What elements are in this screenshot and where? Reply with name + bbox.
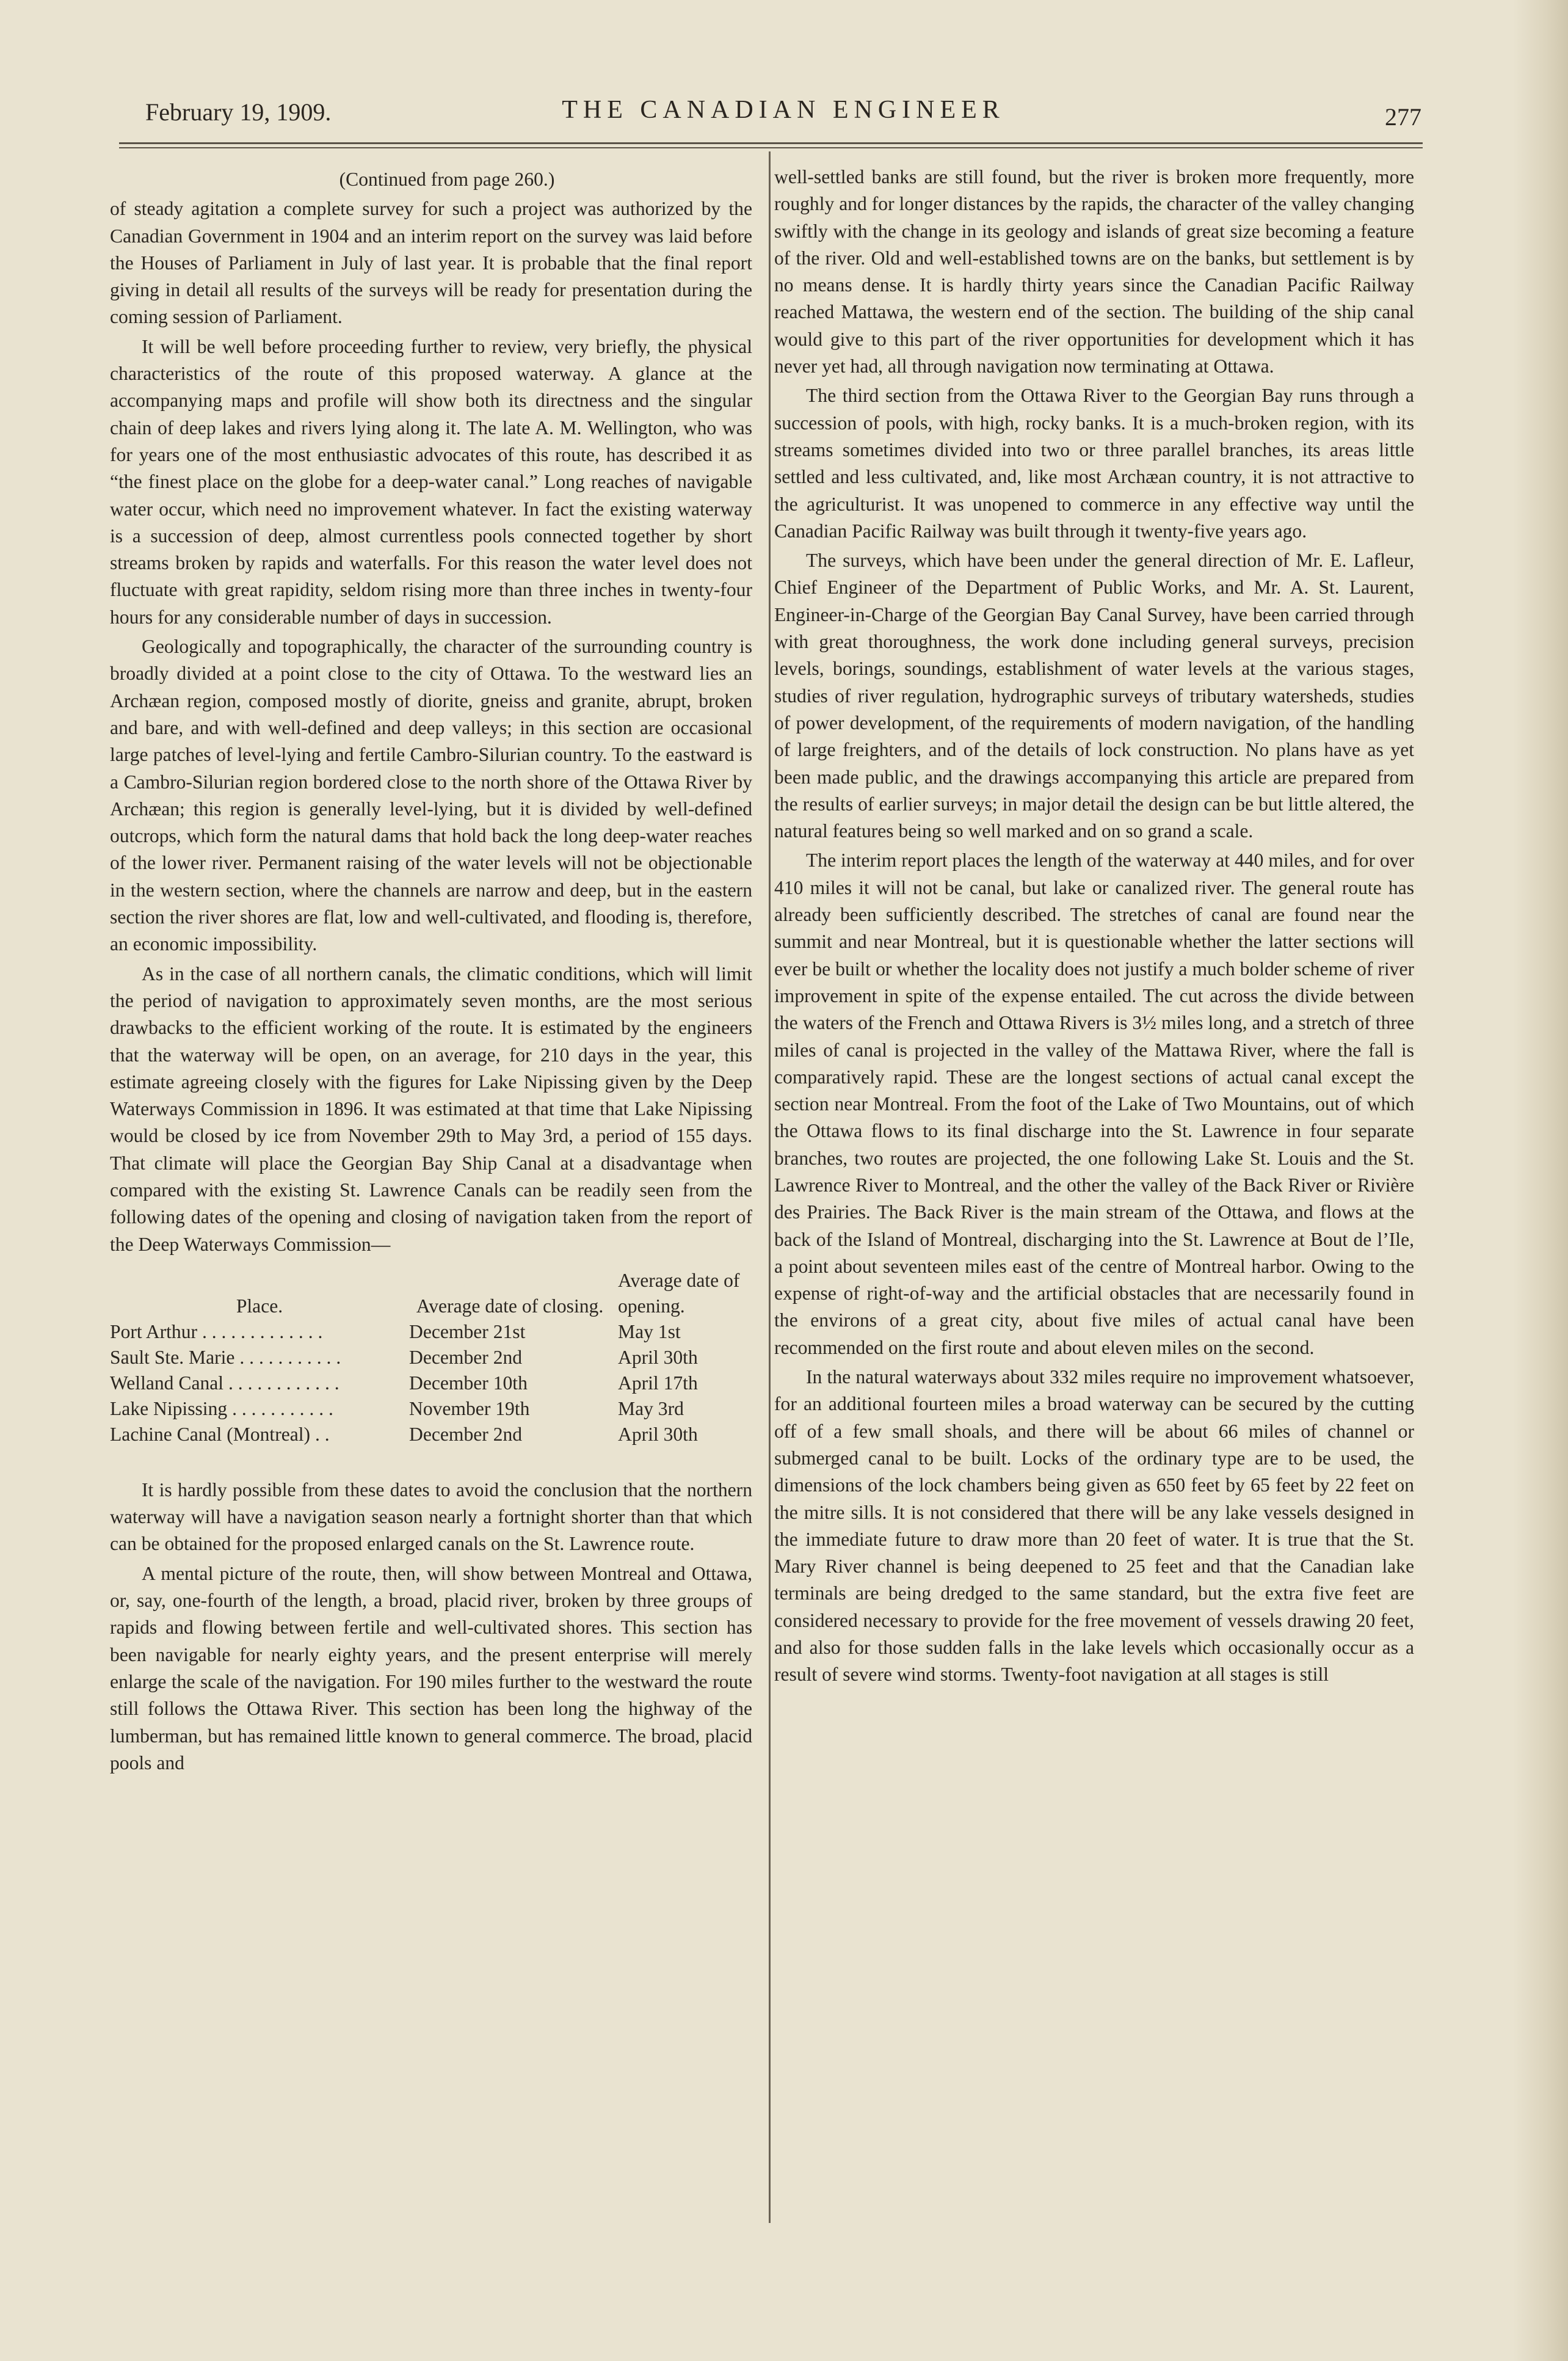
table-cell-place: Lake Nipissing . . . . . . . . . . . — [110, 1397, 333, 1419]
page-edge-shadow — [1513, 0, 1568, 2361]
paragraph: Geologically and topographically, the character of the surrounding country is broadly divided at a point close to the city of Ottawa. To the westward lies an Archæan region, composed mostly of diorite, gneiss and granite, abrupt, broken and bare, and with well-defined and deep valleys; in this section are occasional large patches of level-lying and fertile Cambro-Silurian country. To the eastward is a Cambro-Silurian region bordered close to the north shore of the Ottawa River by Archæan; this region is generally level-lying, but it is divided by well-defined outcrops, which form the natural dams that hold back the long deep-water reaches of the lower river. Permanent raising of the water levels will not be objectionable in the western section, where the channels are narrow and deep, but in the eastern section the river shores are flat, low and well-cultivated, and flooding is, therefore, an economic impossibility. — [110, 636, 752, 955]
journal-title: THE CANADIAN ENGINEER — [562, 96, 1005, 124]
table-cell-place: Sault Ste. Marie . . . . . . . . . . . — [110, 1346, 341, 1368]
header-rule-bottom — [119, 147, 1423, 148]
table-row — [110, 1319, 752, 1345]
issue-date: February 19, 1909. — [145, 98, 332, 126]
table-row — [110, 1422, 752, 1447]
table-cell-opening: April 30th — [618, 1346, 698, 1368]
table-header-closing: Average date of closing. — [416, 1295, 604, 1317]
table-cell-opening: May 3rd — [618, 1397, 684, 1419]
table-cell-opening: April 17th — [618, 1372, 698, 1394]
paragraph: In the natural waterways about 332 miles require no improvement whatsoever, for an additional fourteen miles a broad waterway can be secured by the cutting off of a few small shoals, and there will be about 66 miles of channel or submerged canal to be built. Locks of the ordinary type are to be used, the dimensions of the lock chambers being given as 650 feet by 65 feet by 22 feet on the mitre sills. It is not considered that there will be any lake vessels designed in the immediate future to draw more than 20 feet of water. It is true that the St. Mary River channel is being deepened to 25 feet and that the Canadian lake terminals are being dredged to the same standard, but the extra five feet are considered necessary to provide for the free movement of vessels drawing 20 feet, and also for those sudden falls in the lake levels which occasionally occur as a result of severe wind storms. Twenty-foot navigation at all stages is still — [774, 1366, 1414, 1686]
table-header-place: Place. — [236, 1295, 283, 1317]
table-header-row — [110, 1268, 752, 1319]
table-cell-closing: December 21st — [409, 1320, 526, 1342]
right-column — [774, 164, 1414, 1689]
table-row — [110, 1370, 752, 1396]
paragraph: The third section from the Ottawa River to the Georgian Bay runs through a succession of pools, with high, rocky banks. It is a much-broken region, with its streams sometimes divided into two or three parallel branches, its areas little settled and less cultivated, and, like most Archæan country, it is not attractive to the agriculturist. It was unopened to commerce in any effective way until the Canadian Pacific Railway was built through it twenty-five years ago. — [774, 385, 1414, 542]
paragraph: well-settled banks are still found, but the river is broken more frequently, more roughly and for longer distances by the rapids, the character of the valley changing swiftly with the change in its geology and islands of great size becoming a feature of the river. Old and well-established towns are on the banks, but settlement is by no means dense. It is hardly thirty years since the Canadian Pacific Railway reached Mattawa, the western end of the section. The building of the ship canal would give to this part of the river opportunities for development which it has never yet had, all through navigation now terminating at Ottawa. — [774, 166, 1414, 377]
paragraph: of steady agitation a complete survey for such a project was authorized by the Canadian Government in 1904 and an interim report on the survey was laid before the Houses of Parliament in July of last year. It is probable that the final report giving in detail all results of the surveys will be ready for presentation during the coming session of Parliament. — [110, 198, 752, 328]
page-number: 277 — [1385, 103, 1421, 131]
table-cell-opening: April 30th — [618, 1423, 698, 1445]
paragraph: The interim report places the length of the waterway at 440 miles, and for over 410 miles it will not be canal, but lake or canalized river. The general route has already been sufficiently described. The stretches of canal are found near the summit and near Montreal, but it is questionable whether the latter sections will ever be built or whether the locality does not justify a much bolder scheme of river improvement in spite of the expense entailed. The cut across the divide between the waters of the French and Ottawa Rivers is 3½ miles long, and a stretch of three miles of canal is projected in the valley of the Mattawa River, where the fall is comparatively rapid. These are the longest sections of actual canal except the section near Montreal. From the foot of the Lake of Two Mountains, out of which the Ottawa flows to its final discharge into the St. Lawrence in four separate branches, two routes are projected, the one following Lake St. Louis and the St. Lawrence River to Montreal, and the other the valley of the Back River or Rivière des Prairies. The Back River is the main stream of the Ottawa, and flows at the back of the Island of Montreal, discharging into the St. Lawrence at Bout de l’Ile, a point about seventeen miles east of the centre of Montreal harbor. Owing to the expense of right-of-way and the artificial obstacles that are necessarily found in the environs of a great city, about five miles of actual canal have been recommended on the first route and about eleven miles on the second. — [774, 849, 1414, 1358]
left-column — [110, 166, 752, 1777]
table-cell-place: Port Arthur . . . . . . . . . . . . . — [110, 1320, 323, 1342]
paragraph: A mental picture of the route, then, will show between Montreal and Ottawa, or, say, one-fourth of the length, a broad, placid river, broken by three groups of rapids and flowing between fertile and well-cultivated shores. This section has been navigable for nearly eighty years, and the present enterprise will merely enlarge the scale of the navigation. For 190 miles further to the westward the route still follows the Ottawa River. This section has been long the highway of the lumberman, but has remained little known to general commerce. The broad, placid pools and — [110, 1562, 752, 1773]
column-divider — [769, 151, 771, 2223]
table-cell-place: Welland Canal . . . . . . . . . . . . — [110, 1372, 339, 1394]
page-header — [145, 98, 1421, 134]
continued-note: (Continued from page 260.) — [339, 169, 555, 190]
table-cell-closing: November 19th — [409, 1397, 530, 1419]
paragraph: It is hardly possible from these dates to avoid the conclusion that the northern waterway will have a navigation season nearly a fortnight shorter than that which can be obtained for the proposed enlarged canals on the St. Lawrence route. — [110, 1479, 752, 1555]
paragraph: It will be well before proceeding further to review, very briefly, the physical characteristics of the route of this proposed waterway. A glance at the accompanying maps and profile will show both its directness and the singular chain of deep lakes and rivers lying along it. The late A. M. Wellington, who was for years one of the most enthusiastic advocates of this route, has described it as “the finest place on the globe for a deep-water canal.” Long reaches of navigable water occur, which need no improvement whatever. In fact the existing waterway is a succession of deep, almost currentless pools connected together by short streams broken by rapids and waterfalls. For this reason the water level does not fluctuate with great rapidity, seldom rising more than three inches in twenty-four hours for any considerable number of days in succession. — [110, 335, 752, 628]
table-header-opening: Average date of opening. — [618, 1269, 740, 1317]
paragraph: As in the case of all northern canals, the climatic conditions, which will limit the period of navigation to approximately seven months, are the most serious drawbacks to the efficient working of the route. It is estimated by the engineers that the waterway will be open, on an average, for 210 days in the year, this estimate agreeing closely with the figures for Lake Nipissing given by the Deep Waterways Commission in 1896. It was estimated at that time that Lake Nipissing would be closed by ice from November 29th to May 3rd, a period of 155 days. That climate will place the Georgian Bay Ship Canal at a disadvantage when compared with the existing St. Lawrence Canals can be readily seen from the following dates of the opening and closing of navigation taken from the report of the Deep Waterways Commission— — [110, 962, 752, 1255]
table-cell-closing: December 10th — [409, 1372, 528, 1394]
table-cell-opening: May 1st — [618, 1320, 681, 1342]
table-row — [110, 1345, 752, 1370]
navigation-dates-table — [110, 1268, 752, 1447]
table-cell-closing: December 2nd — [409, 1346, 523, 1368]
table-row — [110, 1396, 752, 1422]
table-cell-place: Lachine Canal (Montreal) . . — [110, 1423, 330, 1445]
paragraph: The surveys, which have been under the general direction of Mr. E. Lafleur, Chief Engineer of the Department of Public Works, and Mr. A. St. Laurent, Engineer-in-Charge of the Georgian Bay Canal Survey, have been carried through with great thoroughness, the work done including general surveys, precision levels, borings, soundings, establishment of water levels at the various stages, studies of river regulation, hydrographic surveys of tributary watersheds, studies of power development, of the requirements of modern navigation, of the handling of large freighters, and of the details of lock construction. No plans have as yet been made public, and the drawings accompanying this article are prepared from the results of earlier surveys; in major detail the design can be but little altered, the natural features being so well marked and on so grand a scale. — [774, 550, 1414, 842]
header-rule-top — [119, 142, 1423, 144]
table-cell-closing: December 2nd — [409, 1423, 523, 1445]
